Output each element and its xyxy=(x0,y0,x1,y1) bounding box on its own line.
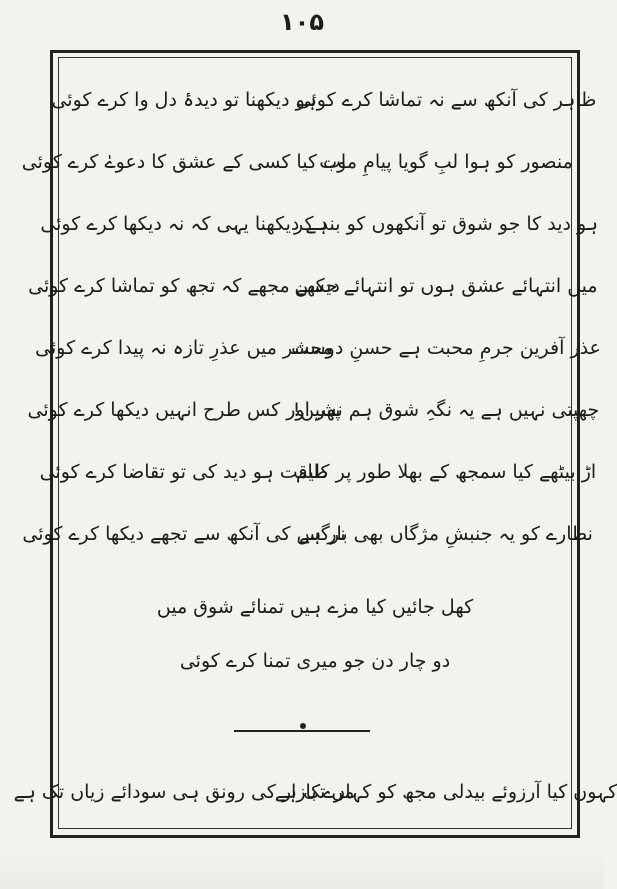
couplet-6 xyxy=(27,382,600,438)
couplet-8 xyxy=(22,506,593,562)
couplet-5 xyxy=(35,320,601,376)
couplet-5-second-line: محشر میں عذرِ تازہ نہ پیدا کرے کوئی xyxy=(35,337,333,359)
couplet-2-first-line: منصور کو ہوا لبِ گویا پیامِ موت xyxy=(319,151,573,173)
couplet-1-second-line: ہو دیکھنا تو دیدۂ دل وا کرے کوئی xyxy=(51,89,317,111)
couplet-6-second-line: پھر اور کس طرح انہیں دیکھا کرے کوئی xyxy=(27,399,341,421)
couplet-4-second-line: دیکھے مجھے کہ تجھ کو تماشا کرے کوئی xyxy=(28,275,340,297)
couplet-4-first-line: میں انتہائے عشق ہوں تو انتہائے حسن xyxy=(294,275,598,297)
couplet-3-first-line: ہو دید کا جو شوق تو آنکھوں کو بند کر xyxy=(294,213,598,235)
couplet-7-second-line: طاقت ہو دید کی تو تقاضا کرے کوئی xyxy=(39,461,329,483)
page-margin xyxy=(0,845,604,889)
footer-first-line: کہوں کیا آرزوئے بیدلی مجھ کو کہاں تک ہے xyxy=(274,781,617,803)
couplet-7-first-line: اڑ بیٹھے کیا سمجھ کے بھلا طور پر کلیم xyxy=(295,461,597,483)
couplet-8-first-line: نظارے کو یہ جنبشِ مژگاں بھی بار ہے xyxy=(299,523,593,545)
couplet-2 xyxy=(21,134,573,190)
couplet-4 xyxy=(28,258,598,314)
footer-second-line: مرے بازار کی رونق ہی سودائے زیاں تک ہے xyxy=(13,781,355,803)
couplet-1 xyxy=(51,72,597,128)
final-couplet-second-line: دو چار دن جو میری تمنا کرے کوئی xyxy=(179,650,451,672)
couplet-8-second-line: نرگس کی آنکھ سے تجھے دیکھا کرے کوئی xyxy=(22,523,346,545)
footer-couplet xyxy=(13,764,617,820)
couplet-3 xyxy=(40,196,598,252)
final-couplet-first-line: کھل جائیں کیا مزے ہیں تمنائے شوق میں xyxy=(156,596,474,618)
couplet-7 xyxy=(39,444,597,500)
section-divider xyxy=(234,730,370,732)
couplet-1-first-line: ظاہر کی آنکھ سے نہ تماشا کرے کوئی xyxy=(295,89,597,111)
couplet-5-first-line: عذر آفرین جرمِ محبت ہے حسنِ دوست xyxy=(291,337,601,359)
couplet-3-second-line: ہے دیکھنا یہی کہ نہ دیکھا کرے کوئی xyxy=(40,213,328,235)
page-number: ۱۰۵ xyxy=(280,8,324,36)
couplet-6-first-line: چھپتی نہیں ہے یہ نگہِ شوق ہم نشیں! xyxy=(292,399,600,421)
couplet-2-second-line: اب کیا کسی کے عشق کا دعوےٰ کرے کوئی xyxy=(21,151,347,173)
divider-ornament xyxy=(300,723,306,729)
